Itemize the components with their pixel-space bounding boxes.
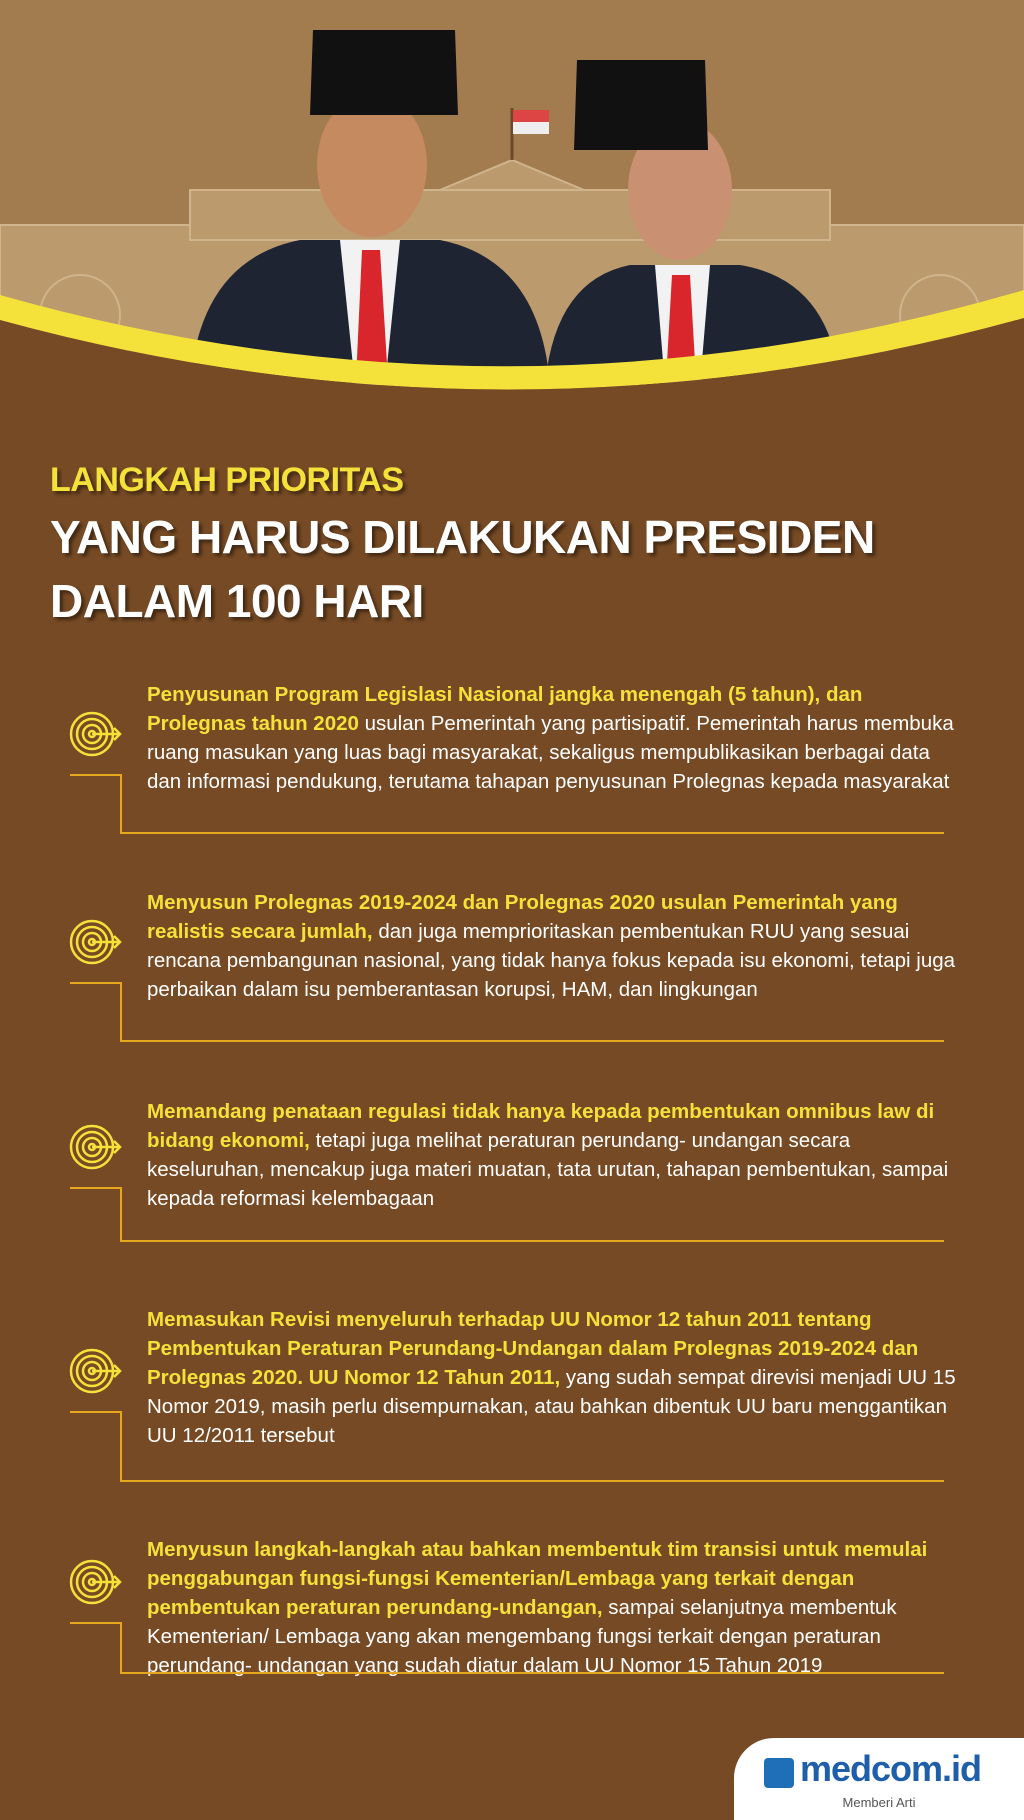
item-text — [147, 1535, 957, 1680]
target-icon — [68, 916, 124, 968]
medcom-logo — [734, 1738, 1024, 1820]
divider — [120, 1040, 944, 1042]
item-highlight: Menyusun Prolegnas 2019-2024 dan Prolegnas 2020 usulan Pemerintah yang realistis secara jumlah, — [147, 891, 898, 943]
item-highlight: Memandang penataan regulasi tidak hanya kepada pembentukan omnibus law di bidang ekonomi, — [147, 1100, 935, 1152]
divider — [120, 1240, 944, 1242]
item-highlight: Menyusun langkah-langkah atau bahkan membentuk tim transisi untuk memulai penggabungan fungsi-fungsi Kementerian/Lembaga yang terkait dengan pembentukan peraturan perundang-undangan, — [147, 1538, 928, 1619]
header-illustration — [0, 0, 1024, 400]
item-highlight: Penyusunan Program Legislasi Nasional jangka menengah (5 tahun), dan Prolegnas tahun 2020 — [147, 683, 863, 735]
title-line-1: LANGKAH PRIORITAS — [50, 461, 404, 499]
item-text — [147, 1097, 957, 1213]
divider — [120, 1187, 122, 1243]
item-body: tetapi juga melihat peraturan perundang- undangan secara keseluruhan, mencakup juga materi muatan, tata urutan, tahapan pembentukan, sampai kepada reformasi kelembagaan — [147, 1129, 949, 1210]
item-text — [147, 1305, 957, 1450]
divider — [120, 1622, 122, 1675]
divider — [120, 1672, 944, 1674]
divider — [120, 1480, 944, 1482]
target-icon — [68, 1556, 124, 1608]
item-body: yang sudah sempat direvisi menjadi UU 15 Nomor 2019, masih perlu disempurnakan, atau bahkan dibentuk UU baru menggantikan UU 12/2011 tersebut — [147, 1366, 956, 1447]
item-text — [147, 888, 957, 1004]
target-icon — [68, 708, 124, 760]
eagle-icon — [764, 1758, 794, 1788]
divider — [70, 1187, 122, 1189]
item-text — [147, 680, 957, 796]
title-line-3: DALAM 100 HARI — [50, 575, 424, 627]
divider — [70, 774, 122, 776]
divider — [120, 1411, 122, 1483]
logo-tagline: Memberi Arti — [842, 1795, 916, 1810]
divider — [120, 832, 944, 834]
logo-name: medcom.id — [800, 1748, 982, 1789]
target-icon — [68, 1345, 124, 1397]
divider — [70, 1411, 122, 1413]
title-line-2: YANG HARUS DILAKUKAN PRESIDEN — [50, 511, 875, 563]
divider — [120, 982, 122, 1042]
divider — [70, 982, 122, 984]
divider — [120, 774, 122, 834]
item-highlight: Memasukan Revisi menyeluruh terhadap UU Nomor 12 tahun 2011 tentang Pembentukan Peraturan Perundang-Undangan dalam Prolegnas 2019-2024 dan Prolegnas 2020. UU Nomor 12 Tahun 2011, — [147, 1308, 919, 1389]
divider — [70, 1622, 122, 1624]
target-icon — [68, 1121, 124, 1173]
item-body: sampai selanjutnya membentuk Kementerian/ Lembaga yang akan mengembang fungsi terkait dengan peraturan perundang- undangan yang sudah diatur dalam UU Nomor 15 Tahun 2019 — [147, 1596, 897, 1677]
item-body: usulan Pemerintah yang partisipatif. Pemerintah harus membuka ruang masukan yang luas bagi masyarakat, sekaligus mempublikasikan berbagai data dan informasi pendukung, terutama tahapan penyusunan Prolegnas kepada masyarakat — [147, 712, 954, 793]
item-body: dan juga memprioritaskan pembentukan RUU yang sesuai rencana pembangunan nasional, yang tidak hanya fokus kepada isu ekonomi, tetapi juga perbaikan dalam isu pemberantasan korupsi, HAM, dan lingkungan — [147, 920, 956, 1001]
